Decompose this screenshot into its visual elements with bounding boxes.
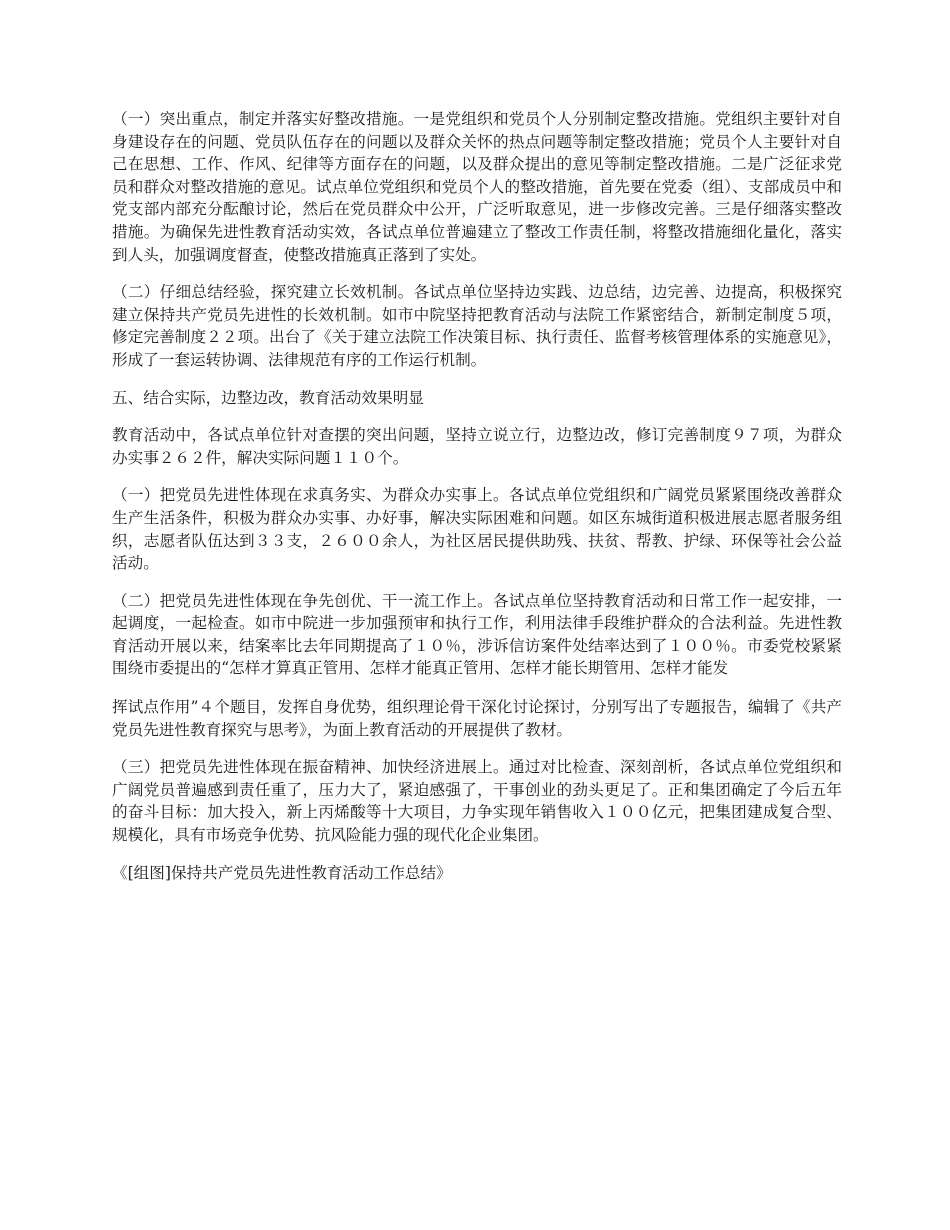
- paragraph-rectification-measures: （一）突出重点，制定并落实好整改措施。一是党组织和党员个人分别制定整改措施。党组织主要针对自身建设存在的问题、党员队伍存在的问题以及群众关怀的热点问题等制定整改措施；党员个人主要针对自己在思想、工作、作风、纪律等方面存在的问题，以及群众提出的意见等制定整改措施。二是广泛征求党员和群众对整改措施的意见。试点单位党组织和党员个人的整改措施，首先要在党委（组）、支部成员中和党支部内部充分酝酿讨论，然后在党员群众中公开，广泛听取意见，进一步修改完善。三是仔细落实整改措施。为确保先进性教育活动实效，各试点单位普遍建立了整改工作责任制，将整改措施细化量化，落实到人头，加强调度督查，使整改措施真正落到了实处。: [112, 110, 842, 264]
- document-footer-title: 《[组图]保持共产党员先进性教育活动工作总结》: [112, 863, 452, 882]
- paragraph-practical-work: （一）把党员先进性体现在求真务实、为群众办实事上。各试点单位党组织和广阔党员紧紧围绕改善群众生产生活条件，积极为群众办实事、办好事，解决实际困难和问题。如区东城街道积极进展志愿者服务组织，志愿者队伍达到３３支，２６００余人，为社区居民提供助残、扶贫、帮教、护绿、环保等社会公益活动。: [112, 486, 842, 573]
- paragraph-long-term-mechanism: （二）仔细总结经验，探究建立长效机制。各试点单位坚持边实践、边总结，边完善、边提高，积极探究建立保持共产党员先进性的长效机制。如市中院坚持把教育活动与法院工作紧密结合，新制定制度５项，修定完善制度２２项。出台了《关于建立法院工作决策目标、执行责任、监督考核管理体系的实施意见》，形成了一套运转协调、法律规范有序的工作运行机制。: [112, 283, 842, 369]
- paragraph-economic-development: （三）把党员先进性体现在振奋精神、加快经济进展上。通过对比检查、深刻剖析，各试点单位党组织和广阔党员普遍感到责任重了，压力大了，紧迫感强了，干事创业的劲头更足了。正和集团确定了今后五年的奋斗目标：加大投入，新上丙烯酸等十大项目，力争实现年销售收入１００亿元，把集团建成复合型、规模化，具有市场竞争优势、抗风险能力强的现代化企业集团。: [112, 758, 842, 845]
- paragraph-excellence-work-continued: 挥试点作用”４个题目，发挥自身优势，组织理论骨干深化讨论探讨，分别写出了专题报告，编辑了《共产党员先进性教育探究与思考》，为面上教育活动的开展提供了教材。: [112, 698, 842, 739]
- section-heading: 五、结合实际，边整边改，教育活动效果明显: [112, 388, 424, 407]
- paragraph-excellence-work: （二）把党员先进性体现在争先创优、干一流工作上。各试点单位坚持教育活动和日常工作一起安排，一起调度，一起检查。如市中院进一步加强预审和执行工作，利用法律手段维护群众的合法利益。先进性教育活动开展以来，结案率比去年同期提高了１０％，涉诉信访案件处结率达到了１００％。市委党校紧紧围绕市委提出的“怎样才算真正管用、怎样才能真正管用、怎样才能长期管用、怎样才能发: [112, 591, 842, 678]
- document-page: [112, 108, 842, 884]
- paragraph-section-intro: 教育活动中，各试点单位针对查摆的突出问题，坚持立说立行，边整边改，修订完善制度９７项，为群众办实事２６２件，解决实际问题１１０个。: [112, 426, 842, 467]
